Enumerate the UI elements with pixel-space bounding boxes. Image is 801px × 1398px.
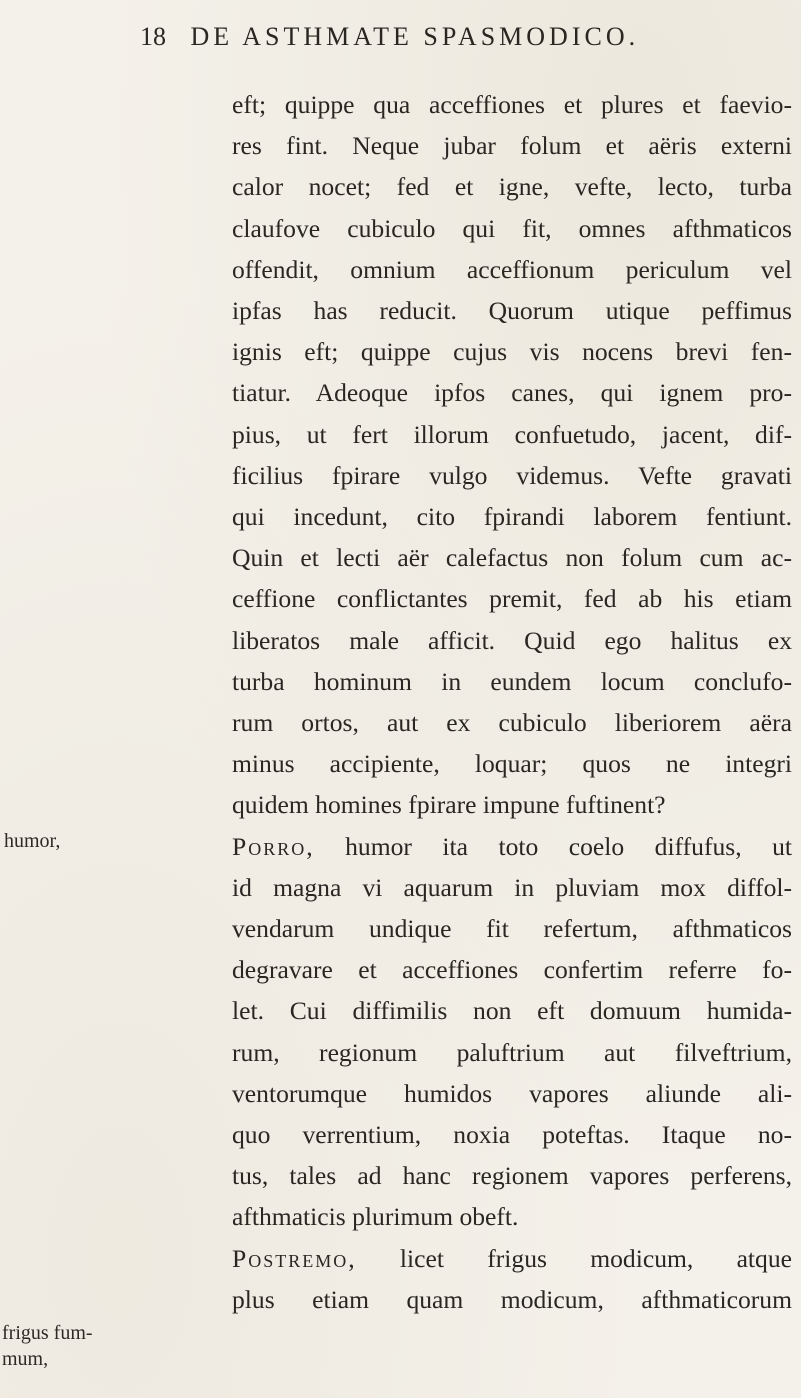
paragraph-opening-line — [232, 826, 792, 867]
text-line: tiatur. Adeoque ipfos canes, qui ignem pro- — [232, 378, 792, 408]
text-line: Quin et lecti aër calefactus non folum cum ac- — [232, 543, 792, 573]
text-line: id magna vi aquarum in pluviam mox diffol- — [232, 872, 792, 902]
text-line: res fint. Neque jubar folum et aëris externi — [232, 131, 792, 161]
text-line: pius, ut fert illorum confuetudo, jacent, dif- — [232, 419, 792, 449]
paragraph-opening-line — [232, 1238, 792, 1279]
text-line: ficilius fpirare vulgo videmus. Vefte gravati — [232, 460, 792, 490]
text-fragment: humor ita toto coelo diffufus, ut — [314, 831, 792, 861]
text-line: liberatos male afficit. Quid ego halitus ex — [232, 625, 792, 655]
text-line: rum, regionum paluftrium aut filveftrium, — [232, 1037, 792, 1067]
text-line: rum ortos, aut ex cubiculo liberiorem aëra — [232, 708, 792, 738]
text-line: claufove cubiculo qui fit, omnes afthmaticos — [232, 213, 792, 243]
text-fragment: licet frigus modicum, atque — [356, 1243, 792, 1273]
text-line: plus etiam quam modicum, afthmaticorum — [232, 1284, 792, 1314]
paragraph-lead-word: Porro, — [232, 831, 315, 861]
margin-note-frigus-line-1: frigus fum- — [2, 1322, 93, 1344]
text-line: ceffione conflictantes premit, fed ab his etiam — [232, 584, 792, 614]
text-line: ipfas has reducit. Quorum utique peffimus — [232, 296, 792, 326]
text-line: offendit, omnium acceffionum periculum vel — [232, 254, 792, 284]
text-line: let. Cui diffimilis non eft domuum humida- — [232, 996, 792, 1026]
margin-note-frigus-line-2: mum, — [2, 1348, 49, 1370]
text-line: vendarum undique fit refertum, afthmaticos — [232, 914, 792, 944]
body-text — [232, 84, 792, 1320]
text-line: degravare et acceffiones confertim referre fo- — [232, 955, 792, 985]
text-line: afthmaticis plurimum obeft. — [232, 1202, 519, 1232]
paragraph-lead-word: Postremo, — [232, 1243, 357, 1273]
running-title: DE ASTHMATE SPASMODICO. — [190, 22, 640, 51]
text-line: quidem homines fpirare impune fuftinent? — [232, 790, 666, 820]
text-line: qui incedunt, cito fpirandi laborem fentiunt. — [232, 502, 792, 532]
margin-note-humor: humor, — [4, 830, 61, 852]
text-line: minus accipiente, loquar; quos ne integri — [232, 749, 792, 779]
text-line: quo verrentium, noxia poteftas. Itaque no- — [232, 1120, 792, 1150]
margin-note-frigus — [2, 1320, 122, 1372]
page-number: 18 — [140, 22, 166, 51]
text-line: ventorumque humidos vapores aliunde ali- — [232, 1078, 792, 1108]
text-line: turba hominum in eundem locum conclufo- — [232, 666, 792, 696]
text-line: eft; quippe qua acceffiones et plures et faevio- — [232, 90, 792, 119]
text-line: tus, tales ad hanc regionem vapores perferens, — [232, 1161, 792, 1191]
text-line: calor nocet; fed et igne, vefte, lecto, turba — [232, 172, 792, 202]
running-header — [140, 22, 780, 52]
text-line: ignis eft; quippe cujus vis nocens brevi fen- — [232, 337, 792, 367]
